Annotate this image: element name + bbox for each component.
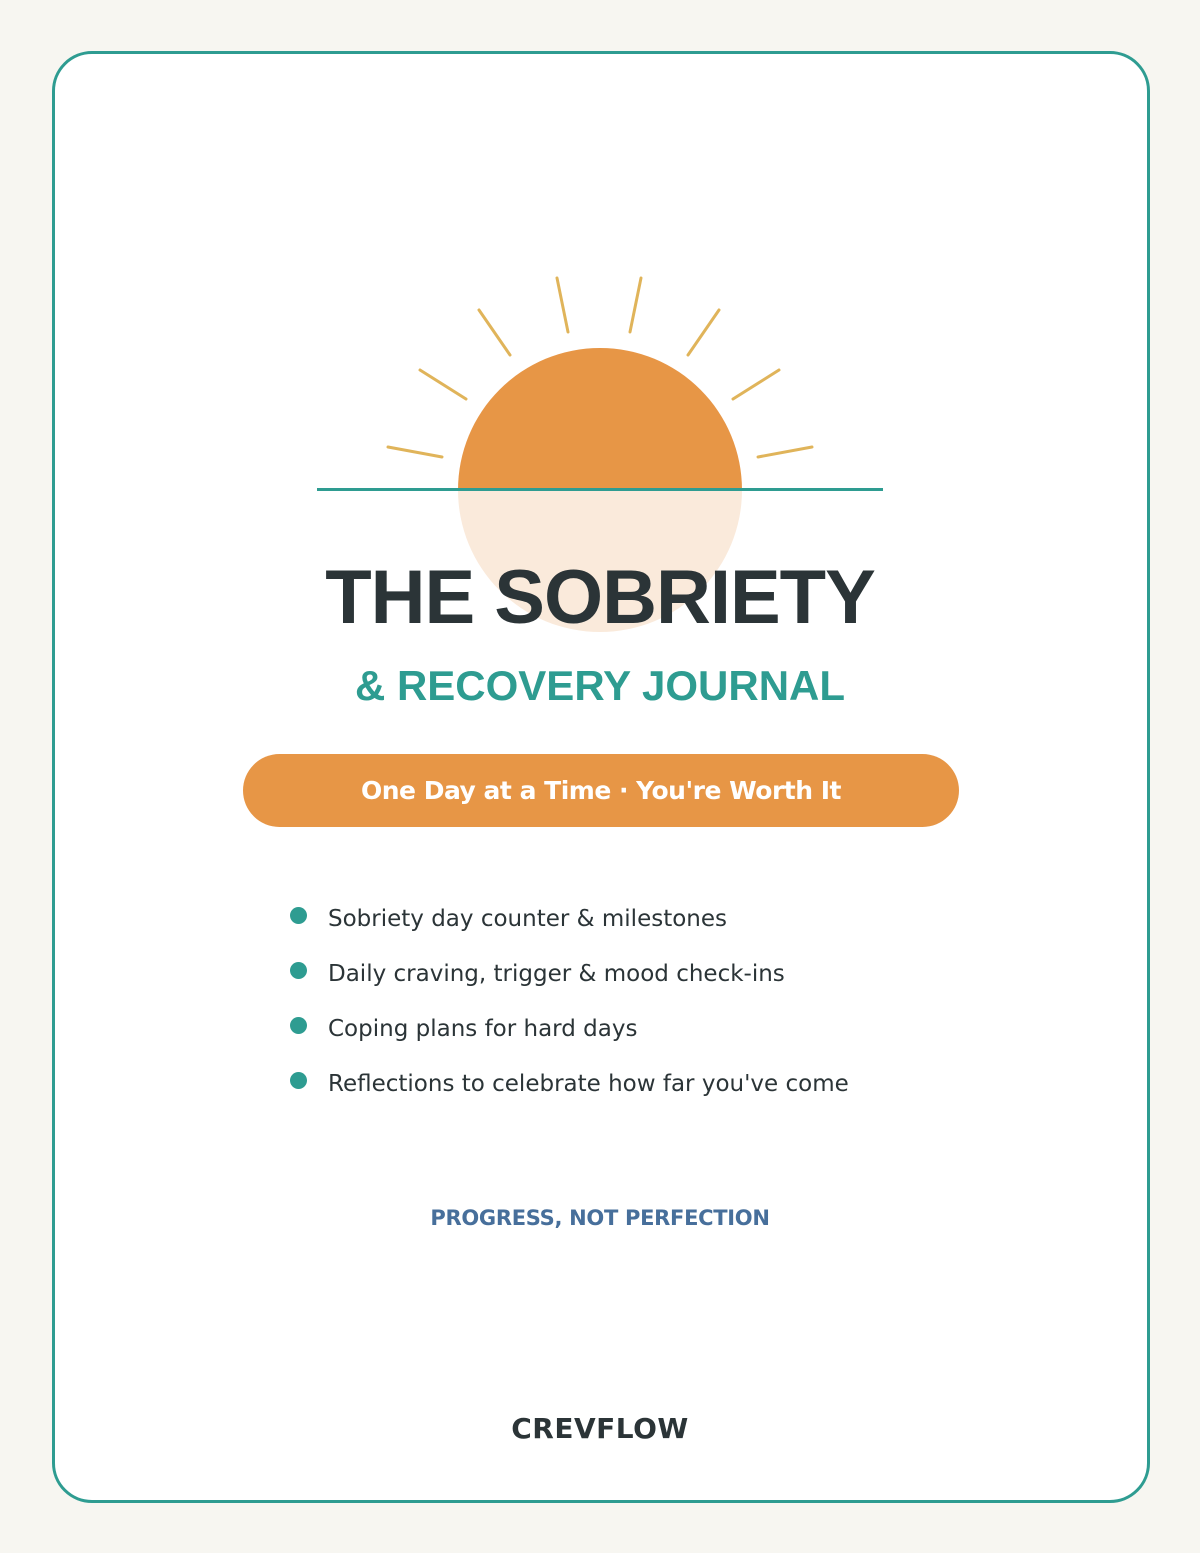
journal-title: THE SOBRIETY: [325, 555, 875, 640]
feature-list: [288, 892, 928, 1112]
feature-item: [288, 892, 928, 947]
feature-text: Coping plans for hard days: [328, 1016, 638, 1042]
bullet-dot-icon: [290, 907, 307, 924]
horizon-line: [317, 488, 883, 491]
feature-item: [288, 947, 928, 1002]
tagline: PROGRESS, NOT PERFECTION: [430, 1206, 770, 1230]
journal-subtitle: & RECOVERY JOURNAL: [354, 662, 846, 709]
feature-text: Reflections to celebrate how far you've come: [328, 1071, 849, 1097]
feature-text: Daily craving, trigger & mood check-ins: [328, 961, 785, 987]
feature-item: [288, 1002, 928, 1057]
brand-name: CREVFLOW: [511, 1412, 689, 1445]
bullet-dot-icon: [290, 962, 307, 979]
bullet-dot-icon: [290, 1017, 307, 1034]
feature-text: Sobriety day counter & milestones: [328, 906, 727, 932]
motto-banner: One Day at a Time · You're Worth It: [243, 754, 959, 827]
bullet-dot-icon: [290, 1072, 307, 1089]
feature-item: [288, 1057, 928, 1112]
